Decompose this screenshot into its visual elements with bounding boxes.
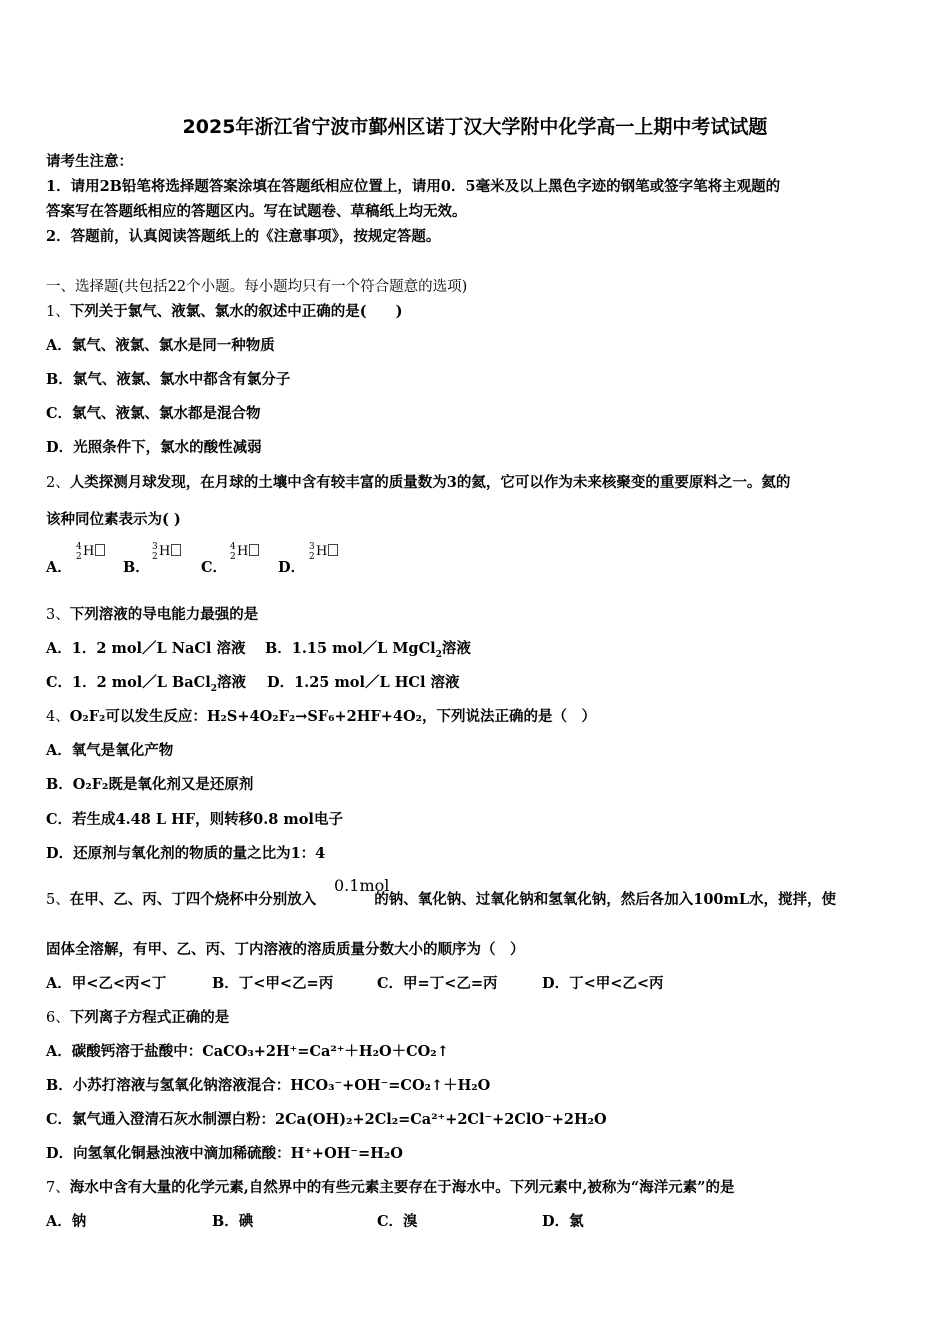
question-5-amount: 0.1mol: [334, 876, 390, 895]
question-2-stem-line-2: 该种同位素表示为( ): [46, 511, 181, 528]
question-5-option-b: B．丁<甲<乙=丙: [212, 975, 334, 992]
question-5-number: 5、: [46, 892, 70, 908]
question-3-option-b: B．1.15 mol／L MgCl$_2$溶液: [265, 640, 471, 660]
question-2-option-b: 3 2 H: [150, 542, 190, 572]
question-6-option-d: D．向氢氧化铜悬浊液中滴加稀硫酸：H⁺+OH⁻=H₂O: [46, 1145, 403, 1162]
question-2-stem-line-1: [46, 473, 910, 493]
question-7-option-b: B．碘: [212, 1213, 254, 1230]
question-2-label-d: D．: [278, 559, 306, 576]
question-2-number: 2、: [46, 475, 70, 491]
question-6-text: 下列离子方程式正确的是: [69, 1009, 230, 1026]
question-5-text-pre: 在甲、乙、丙、丁四个烧杯中分别放入: [69, 891, 317, 908]
question-7-number: 7、: [46, 1180, 70, 1196]
question-7-text: 海水中含有大量的化学元素,自然界中的有些元素主要存在于海水中。下列元素中,被称为“海洋元素”的是: [69, 1179, 735, 1196]
question-6-option-c: C．氯气通入澄清石灰水制漂白粉：2Ca(OH)₂+2Cl₂=Ca²⁺+2Cl⁻+2ClO⁻+2H₂O: [46, 1111, 607, 1128]
question-5-option-d: D．丁<甲<乙<丙: [542, 975, 664, 992]
question-2-option-c: 4 2 H: [228, 542, 268, 572]
question-3-options-row-1: [46, 639, 910, 659]
question-3-option-a: A．1．2 mol／L NaCl 溶液: [46, 640, 246, 657]
question-1-number: 1、: [46, 304, 70, 320]
notice-item-1-line-2: 答案写在答题纸相应的答题区内。写在试题卷、草稿纸上均无效。: [46, 203, 467, 220]
question-3-options-row-2: [46, 673, 910, 693]
question-2-text: 人类探测月球发现，在月球的土壤中含有较丰富的质量数为3的氦，它可以作为未来核聚变的重要原料之一。氦的: [69, 474, 791, 491]
question-3-option-d: D．1.25 mol／L HCl 溶液: [267, 674, 460, 691]
question-4-text: O₂F₂可以发生反应：H₂S+4O₂F₂→SF₆+2HF+4O₂，下列说法正确的是（ ）: [69, 708, 596, 725]
question-1-option-c: C．氯气、液氯、氯水都是混合物: [46, 405, 261, 422]
question-1-option-a: A．氯气、液氯、氯水是同一种物质: [46, 337, 275, 354]
question-1-option-b: B．氯气、液氯、氯水中都含有氯分子: [46, 371, 291, 388]
question-6-stem: [46, 1008, 910, 1028]
question-2-label-a: A．: [46, 559, 72, 576]
question-2-options: [46, 542, 910, 582]
question-3-number: 3、: [46, 607, 70, 623]
question-1-text: 下列关于氯气、液氯、氯水的叙述中正确的是( ): [69, 303, 403, 320]
question-6-number: 6、: [46, 1010, 70, 1026]
question-1-stem: [46, 302, 910, 322]
question-5-option-a: A．甲<乙<丙<丁: [46, 975, 167, 992]
question-3-text: 下列溶液的导电能力最强的是: [69, 606, 259, 623]
question-7-option-a: A．钠: [46, 1213, 87, 1230]
notice-item-1-line-1: 1．请用2B铅笔将选择题答案涂填在答题纸相应位置上，请用0．5毫米及以上黑色字迹的钢笔或签字笔将主观题的: [46, 178, 781, 195]
question-5-option-c: C．甲=丁<乙=丙: [377, 975, 498, 992]
question-3-stem: [46, 605, 910, 625]
question-5-stem-line-2: 固体全溶解，有甲、乙、丙、丁内溶液的溶质质量分数大小的顺序为（ ）: [46, 941, 525, 958]
question-4-option-a: A．氧气是氧化产物: [46, 742, 174, 759]
section-heading: 一、选择题(共包括22个小题。每小题均只有一个符合题意的选项): [46, 279, 468, 295]
question-7-options: [46, 1212, 910, 1232]
question-6-option-b: B．小苏打溶液与氢氧化钠溶液混合：HCO₃⁻+OH⁻=CO₂↑＋H₂O: [46, 1077, 491, 1094]
question-6-option-a: A．碳酸钙溶于盐酸中：CaCO₃+2H⁺=Ca²⁺＋H₂O＋CO₂↑: [46, 1043, 449, 1060]
question-2-option-d: 3 2 H: [307, 542, 347, 572]
question-7-option-d: D．氯: [542, 1213, 584, 1230]
question-1-option-d: D．光照条件下，氯水的酸性减弱: [46, 439, 262, 456]
notice-heading: 请考生注意：: [46, 153, 133, 170]
question-2-label-c: C．: [201, 559, 228, 576]
question-5-text-post: 的钠、氧化钠、过氧化钠和氢氧化钠，然后各加入100mL水，搅拌，使: [374, 891, 837, 908]
question-4-option-d: D．还原剂与氧化剂的物质的量之比为1：4: [46, 845, 326, 862]
page-title: 2025年浙江省宁波市鄞州区诺丁汉大学附中化学高一上期中考试试题: [182, 116, 768, 138]
question-4-stem: [46, 707, 910, 727]
question-4-option-c: C．若生成4.48 L HF，则转移0.8 mol电子: [46, 811, 343, 828]
question-2-option-a: 4 2 H: [74, 542, 114, 572]
question-7-option-c: C．溴: [377, 1213, 418, 1230]
question-3-option-c: C．1．2 mol／L BaCl$_2$溶液: [46, 674, 246, 694]
question-2-label-b: B．: [123, 559, 150, 576]
question-4-number: 4、: [46, 709, 70, 725]
notice-item-2: 2．答题前，认真阅读答题纸上的《注意事项》，按规定答题。: [46, 228, 441, 245]
question-5-stem-line-1: [46, 890, 910, 910]
question-5-options: [46, 974, 910, 994]
question-7-stem: [46, 1178, 910, 1198]
question-4-option-b: B．O₂F₂既是氧化剂又是还原剂: [46, 776, 254, 793]
